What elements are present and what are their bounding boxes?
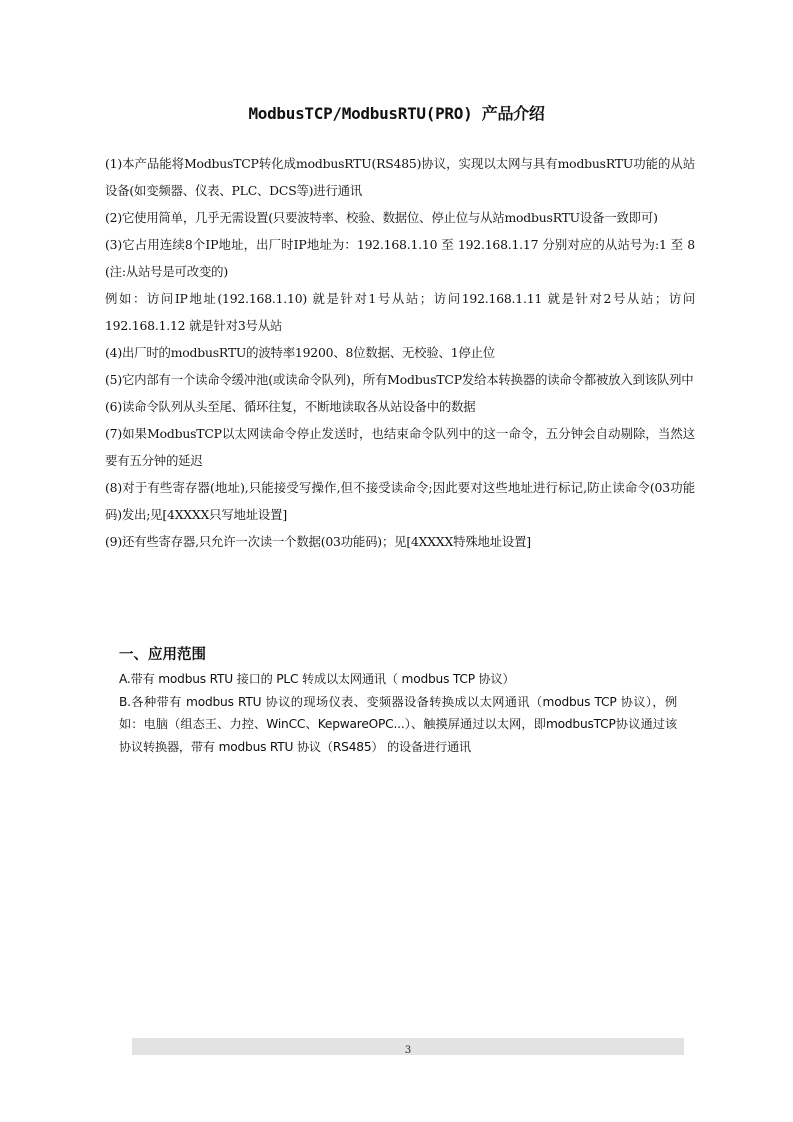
intro-section xyxy=(105,150,695,555)
application-scope-section xyxy=(119,644,677,758)
scope-item-b: B.各种带有 modbus RTU 协议的现场仪表、变频器设备转换成以太网通讯（modbus TCP 协议），例如：电脑（组态王、力控、WinCC、KepwareOPC...）、触摸屏通过以太网，即modbusTCP协议通过该协议转换器，带有 modbus RTU 协议（RS485） 的设备进行通讯 xyxy=(119,694,677,754)
page-footer xyxy=(132,1038,684,1055)
intro-paragraph-example: 例如：访问IP地址(192.168.1.10) 就是针对1号从站；访问192.168.1.11 就是针对2号从站；访问192.168.1.12 就是针对3号从站 xyxy=(105,291,695,333)
intro-paragraph-3: (3)它占用连续8个IP地址，出厂时IP地址为：192.168.1.10 至 192.168.1.17 分别对应的从站号为:1 至 8 (注:从站号是可改变的) xyxy=(105,237,695,279)
intro-paragraph-6: (6)读命令队列从头至尾、循环往复，不断地读取各从站设备中的数据 xyxy=(105,399,476,414)
page-number: 3 xyxy=(404,1045,412,1056)
intro-paragraph-4: (4)出厂时的modbusRTU的波特率19200、8位数据、无校验、1停止位 xyxy=(105,345,495,360)
intro-paragraph-9: (9)还有些寄存器,只允许一次读一个数据(03功能码)；见[4XXXX特殊地址设置] xyxy=(105,534,531,549)
intro-paragraph-5: (5)它内部有一个读命令缓冲池(或读命令队列)，所有ModbusTCP发给本转换器的读命令都被放入到该队列中 xyxy=(105,372,694,387)
intro-paragraph-8: (8)对于有些寄存器(地址),只能接受写操作,但不接受读命令;因此要对这些地址进行标记,防止读命令(03功能码)发出;见[4XXXX只写地址设置] xyxy=(105,480,695,522)
intro-paragraph-1: (1)本产品能将ModbusTCP转化成modbusRTU(RS485)协议，实现以太网与具有modbusRTU功能的从站设备(如变频器、仪表、PLC、DCS等)进行通讯 xyxy=(105,156,695,198)
section-heading: 一、应用范围 xyxy=(119,647,206,663)
page-title: ModbusTCP/ModbusRTU(PRO) 产品介绍 xyxy=(248,104,545,123)
scope-item-a: A.带有 modbus RTU 接口的 PLC 转成以太网通讯（ modbus TCP 协议） xyxy=(119,672,515,686)
intro-paragraph-2: (2)它使用简单，几乎无需设置(只要波特率、校验、数据位、停止位与从站modbusRTU设备一致即可) xyxy=(105,210,658,225)
intro-paragraph-7: (7)如果ModbusTCP以太网读命令停止发送时，也结束命令队列中的这一命令，五分钟会自动剔除，当然这要有五分钟的延迟 xyxy=(105,426,695,468)
